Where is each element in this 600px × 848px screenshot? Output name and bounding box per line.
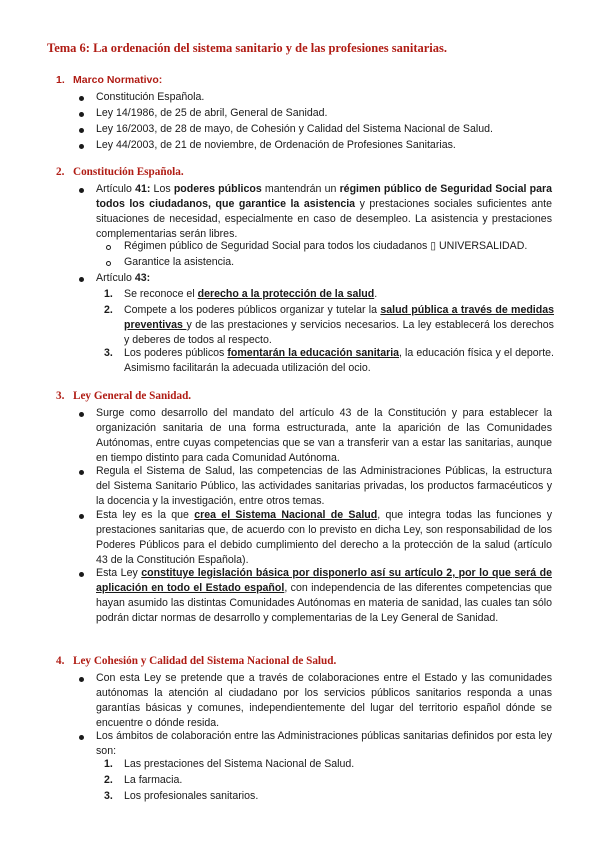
numbered-label: 3. bbox=[104, 790, 113, 802]
text: , la educación física y el deporte. Asimismo facilitarán la adecuada utilización del ocio. bbox=[124, 347, 554, 374]
text: y de las prestaciones y servicios necesarios. La ley establecerá los derechos y deberes de todos al respecto. bbox=[124, 319, 554, 346]
emphasis: fomentarán la educación sanitaria bbox=[227, 347, 400, 359]
numbered-label: 3. bbox=[104, 347, 113, 359]
article-number: 41: bbox=[135, 183, 151, 195]
numbered-label: 1. bbox=[104, 288, 113, 300]
bullet bbox=[79, 514, 84, 519]
paragraph bbox=[96, 508, 552, 568]
bullet bbox=[79, 128, 84, 133]
bullet bbox=[79, 144, 84, 149]
article-43-label bbox=[96, 271, 552, 286]
numbered-item: Los profesionales sanitarios. bbox=[124, 790, 259, 802]
emphasis: salud pública a través de medidas preventivas bbox=[124, 304, 555, 331]
paragraph: Los ámbitos de colaboración entre las Administraciones públicas sanitarias definidos por esta ley son: bbox=[96, 730, 552, 757]
text: Artículo bbox=[96, 183, 136, 195]
text: , que integra todas las funciones y prestaciones sanitarias que, de acuerdo con lo previsto en dicha Ley, son responsabilidad de los Poderes Públicos para el debido cumplimiento del derecho a la protección de la salud (artículo 43 de la Constitución Española). bbox=[96, 509, 552, 566]
numbered-label: 1. bbox=[104, 758, 113, 770]
list-item: Ley 14/1986, de 25 de abril, General de Sanidad. bbox=[96, 107, 328, 119]
sub-list-item: Régimen público de Seguridad Social para todos los ciudadanos ▯ UNIVERSALIDAD. bbox=[124, 240, 528, 252]
numbered-item bbox=[124, 346, 554, 376]
paragraph: Con esta Ley se pretende que a través de colaboraciones entre el Estado y las comunidades autónomas la atención al ciudadano por los servicios públicos sanitarios responda a unas garantías básicas y comunes, independientemente del lugar del territorio español dónde se encuentre o dónde resida. bbox=[96, 672, 552, 729]
numbered-item: Las prestaciones del Sistema Nacional de Salud. bbox=[124, 758, 355, 770]
bullet bbox=[79, 412, 84, 417]
numbered-item bbox=[124, 287, 554, 302]
bullet bbox=[79, 96, 84, 101]
emphasis: poderes públicos bbox=[173, 183, 262, 195]
list-item: Constitución Española. bbox=[96, 91, 205, 103]
bullet bbox=[79, 112, 84, 117]
article-41-paragraph bbox=[96, 182, 552, 242]
section-heading-constitucion bbox=[56, 166, 184, 178]
sub-bullet bbox=[106, 245, 111, 250]
section-number: 3. bbox=[56, 390, 65, 402]
text: Los bbox=[150, 183, 174, 195]
list-item: Ley 44/2003, de 21 de noviembre, de Ordenación de Profesiones Sanitarias. bbox=[96, 139, 456, 151]
emphasis: constituye legislación básica por disponerlo así su artículo 2, por lo que será de aplicación en todo el Estado español bbox=[96, 567, 552, 594]
section-heading-ley-cohesion bbox=[56, 655, 336, 667]
section-title: Ley General de Sanidad. bbox=[73, 390, 192, 402]
bullet bbox=[79, 735, 84, 740]
paragraph: Regula el Sistema de Salud, las competencias de las Administraciones Públicas, la estructura del Sistema Sanitario Público, las actividades sanitarias privadas, los productos farmacéuticos y la docencia y la investigación, entre otros temas. bbox=[96, 465, 552, 507]
bullet bbox=[79, 677, 84, 682]
sub-list-item: Garantice la asistencia. bbox=[124, 256, 235, 268]
article-number: 43: bbox=[134, 272, 151, 284]
paragraph: Surge como desarrollo del mandato del artículo 43 de la Constitución y para establecer la organización sanitaria de una forma estructurada, ante la aparición de las Comunidades Autónomas, entre cuyas competencias que se van a transferir van a estar las sanitarias, aunque en tiempo distinto para cada Comunidad Autónoma. bbox=[96, 407, 552, 464]
text: Los poderes públicos bbox=[124, 347, 228, 359]
emphasis: derecho a la protección de la salud bbox=[197, 288, 375, 300]
numbered-item bbox=[124, 303, 554, 348]
text: Esta Ley bbox=[96, 567, 142, 579]
section-title: Marco Normativo: bbox=[73, 74, 163, 86]
section-number: 1. bbox=[56, 74, 65, 86]
text: Esta ley es la que bbox=[96, 509, 195, 521]
numbered-label: 2. bbox=[104, 774, 113, 786]
numbered-item: La farmacia. bbox=[124, 774, 183, 786]
emphasis: régimen público de Seguridad Social para todos los ciudadanos, que garantice la asistencia bbox=[96, 183, 552, 210]
bullet bbox=[79, 277, 84, 282]
bullet bbox=[79, 470, 84, 475]
page-title: Tema 6: La ordenación del sistema sanitario y de las profesiones sanitarias. bbox=[47, 41, 448, 55]
text: Artículo bbox=[96, 272, 135, 284]
section-number: 2. bbox=[56, 166, 65, 178]
section-heading-marco-normativo bbox=[56, 74, 162, 86]
text: Compete a los poderes públicos organizar y tutelar la bbox=[124, 304, 381, 316]
numbered-label: 2. bbox=[104, 304, 113, 316]
bullet bbox=[79, 188, 84, 193]
section-title: Ley Cohesión y Calidad del Sistema Nacional de Salud. bbox=[73, 655, 337, 667]
section-heading-ley-general bbox=[56, 390, 191, 402]
text: . bbox=[374, 288, 378, 300]
section-number: 4. bbox=[56, 655, 65, 667]
text: mantendrán un bbox=[261, 183, 340, 195]
paragraph bbox=[96, 566, 552, 626]
text: Se reconoce el bbox=[124, 288, 198, 300]
text: , con independencia de las diferentes competencias que hayan asumido las distintas Comunidades Autónomas en materia de sanidad, las cuales tan sólo podrán dictar normas de desarrollo y complementarias de la Ley General de Sanidad. bbox=[96, 582, 552, 624]
emphasis: crea el Sistema Nacional de Salud bbox=[194, 509, 378, 521]
sub-bullet bbox=[106, 261, 111, 266]
bullet bbox=[79, 572, 84, 577]
list-item: Ley 16/2003, de 28 de mayo, de Cohesión y Calidad del Sistema Nacional de Salud. bbox=[96, 123, 493, 135]
text: y prestaciones sociales suficientes ante situaciones de necesidad, especialmente en caso de desempleo. La asistencia y prestaciones complementarias serán libres. bbox=[96, 198, 552, 240]
section-title: Constitución Española. bbox=[73, 166, 184, 178]
